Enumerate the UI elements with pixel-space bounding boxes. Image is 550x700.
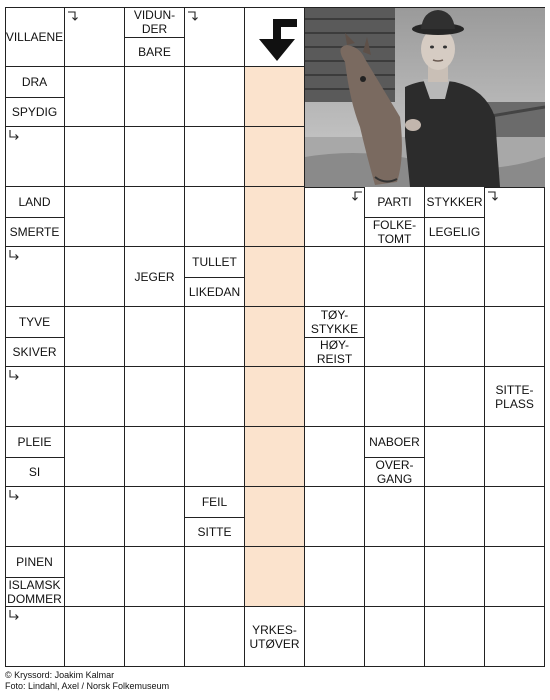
answer-cell[interactable]	[65, 487, 125, 547]
answer-cell[interactable]	[305, 367, 365, 427]
answer-cell[interactable]	[305, 247, 365, 307]
clue-text: LAND	[18, 195, 51, 209]
answer-cell[interactable]	[425, 367, 485, 427]
clue-text: SKIVER	[5, 337, 64, 366]
answer-cell[interactable]	[365, 547, 425, 607]
clue-text: PARTI	[377, 195, 412, 209]
answer-cell[interactable]	[125, 67, 185, 127]
answer-cell[interactable]	[245, 127, 305, 187]
answer-cell[interactable]	[65, 427, 125, 487]
answer-cell[interactable]	[365, 307, 425, 367]
answer-cell[interactable]	[365, 367, 425, 427]
clue-text: YRKES- UTØVER	[245, 607, 304, 666]
answer-cell[interactable]	[125, 607, 185, 667]
direction-arrow-icon	[67, 9, 81, 23]
clue-text: VIDUN- DER	[133, 8, 176, 36]
answer-cell[interactable]	[245, 427, 305, 487]
answer-cell[interactable]	[125, 547, 185, 607]
answer-cell[interactable]	[245, 187, 305, 247]
answer-cell[interactable]	[245, 487, 305, 547]
direction-arrow-icon	[349, 189, 363, 203]
answer-cell[interactable]	[185, 427, 245, 487]
answer-cell[interactable]	[125, 367, 185, 427]
clue-text: SITTE- PLASS	[485, 367, 544, 426]
answer-cell[interactable]	[305, 547, 365, 607]
answer-cell[interactable]	[245, 547, 305, 607]
answer-cell[interactable]	[485, 547, 545, 607]
answer-cell[interactable]	[65, 367, 125, 427]
answer-cell[interactable]	[245, 67, 305, 127]
direction-arrow-icon	[7, 369, 21, 383]
answer-cell[interactable]	[185, 367, 245, 427]
answer-cell[interactable]	[65, 307, 125, 367]
clue-text: OVER- GANG	[365, 457, 424, 486]
answer-cell[interactable]	[305, 487, 365, 547]
answer-cell[interactable]	[305, 427, 365, 487]
answer-cell[interactable]	[125, 187, 185, 247]
answer-cell[interactable]	[305, 607, 365, 667]
answer-cell[interactable]	[185, 547, 245, 607]
answer-cell[interactable]	[65, 187, 125, 247]
answer-cell[interactable]	[185, 127, 245, 187]
clue-text: TULLET	[192, 255, 237, 269]
answer-cell[interactable]	[365, 487, 425, 547]
answer-cell[interactable]	[485, 487, 545, 547]
direction-arrow-icon	[7, 249, 21, 263]
direction-arrow-icon	[7, 489, 21, 503]
clue-text: HØY- REIST	[305, 337, 364, 366]
answer-cell[interactable]	[185, 67, 245, 127]
answer-cell[interactable]	[125, 307, 185, 367]
answer-cell[interactable]	[65, 547, 125, 607]
clue-text: SMERTE	[5, 217, 64, 246]
direction-arrow-icon	[7, 129, 21, 143]
answer-cell[interactable]	[425, 307, 485, 367]
crossword-credit: © Kryssord: Joakim Kalmar	[5, 670, 115, 680]
answer-cell[interactable]	[245, 247, 305, 307]
answer-cell[interactable]	[125, 127, 185, 187]
clue-text: ISLAMSK DOMMER	[5, 577, 64, 606]
answer-cell[interactable]	[65, 127, 125, 187]
answer-cell[interactable]	[365, 247, 425, 307]
clue-text: LIKEDAN	[185, 277, 244, 306]
crossword-board	[5, 7, 545, 667]
answer-cell[interactable]	[245, 367, 305, 427]
clue-text: SITTE	[185, 517, 244, 546]
answer-cell[interactable]	[125, 427, 185, 487]
answer-cell[interactable]	[185, 187, 245, 247]
answer-cell[interactable]	[65, 607, 125, 667]
clue-text: VILLAENE	[5, 7, 64, 66]
answer-cell[interactable]	[485, 247, 545, 307]
direction-arrow-icon	[7, 609, 21, 623]
answer-cell[interactable]	[425, 547, 485, 607]
answer-cell[interactable]	[125, 487, 185, 547]
answer-cell[interactable]	[485, 427, 545, 487]
photo-credit: Foto: Lindahl, Axel / Norsk Folkemuseum	[5, 681, 170, 691]
clue-text: JEGER	[125, 247, 184, 306]
answer-cell[interactable]	[425, 487, 485, 547]
direction-arrow-icon	[187, 9, 201, 23]
clue-text: BARE	[125, 37, 184, 66]
clue-text: NABOER	[369, 435, 420, 449]
answer-cell[interactable]	[185, 307, 245, 367]
answer-cell[interactable]	[425, 427, 485, 487]
answer-cell[interactable]	[485, 307, 545, 367]
clue-text: PLEIE	[17, 435, 52, 449]
answer-cell[interactable]	[185, 607, 245, 667]
clue-text: PINEN	[16, 555, 53, 569]
clue-text: FEIL	[201, 495, 228, 509]
clue-text: STYKKER	[426, 195, 483, 209]
answer-cell[interactable]	[485, 607, 545, 667]
answer-cell[interactable]	[425, 607, 485, 667]
answer-cell[interactable]	[425, 247, 485, 307]
clue-text: LEGELIG	[425, 217, 484, 246]
answer-cell[interactable]	[365, 607, 425, 667]
clue-text: SI	[5, 457, 64, 486]
answer-cell[interactable]	[245, 307, 305, 367]
clue-text: SPYDIG	[5, 97, 64, 126]
photo-young-man-with-horse	[305, 7, 545, 188]
clue-text: TØY- STYKKE	[310, 308, 359, 336]
photo-illustration	[305, 7, 545, 187]
direction-arrow-icon	[487, 189, 501, 203]
down-arrow-icon	[251, 15, 303, 67]
clue-text: TYVE	[18, 315, 51, 329]
answer-cell[interactable]	[65, 247, 125, 307]
answer-cell[interactable]	[65, 67, 125, 127]
clue-text: FOLKE- TOMT	[365, 217, 424, 246]
clue-text: DRA	[21, 75, 48, 89]
